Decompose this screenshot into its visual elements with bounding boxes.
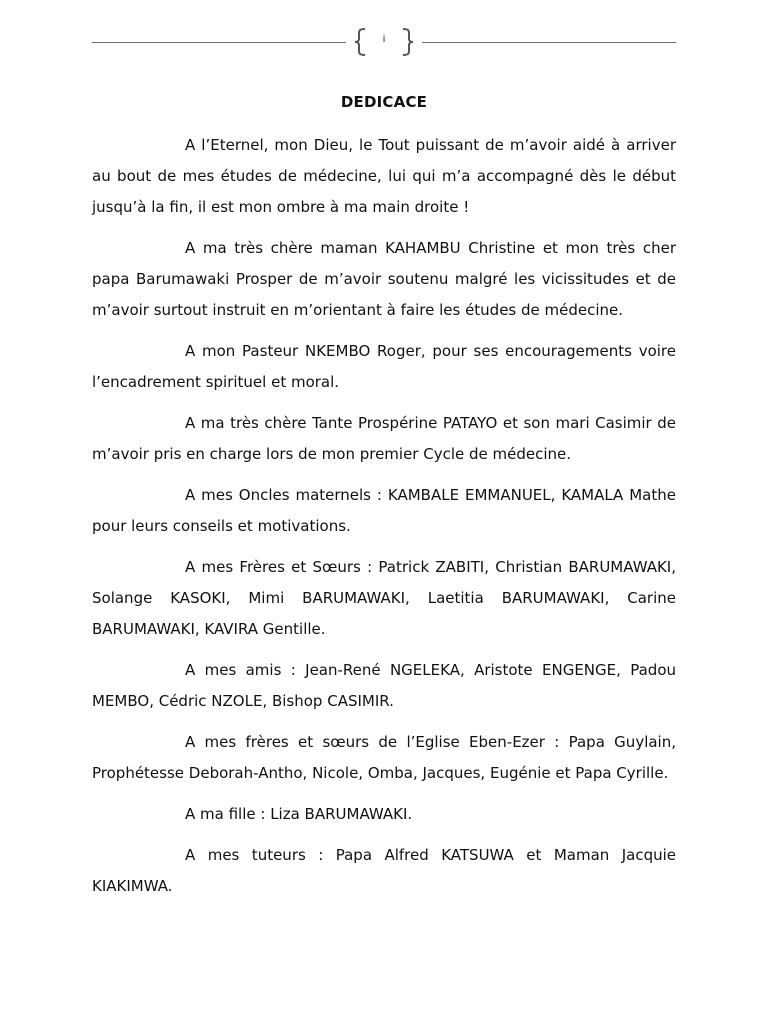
- dedication-paragraph: A mes Frères et Sœurs : Patrick ZABITI, Christian BARUMAWAKI, Solange KASOKI, Mimi BARUMAWAKI, Laetitia BARUMAWAKI, Carine BARUMAWAKI, KAVIRA Gentille.: [92, 558, 676, 638]
- dedication-body: [92, 130, 676, 912]
- dedication-paragraph: A ma très chère Tante Prospérine PATAYO et son mari Casimir de m’avoir pris en charge lors de mon premier Cycle de médecine.: [92, 414, 676, 463]
- dedication-paragraph: A mes Oncles maternels : KAMBALE EMMANUEL, KAMALA Mathe pour leurs conseils et motivations.: [92, 486, 676, 535]
- left-bracket-icon: [352, 28, 370, 56]
- dedication-paragraph: A ma fille : Liza BARUMAWAKI.: [185, 805, 413, 823]
- dedication-paragraph: A mes tuteurs : Papa Alfred KATSUWA et Maman Jacquie KIAKIMWA.: [92, 846, 676, 895]
- page-number: i: [382, 34, 386, 45]
- dedication-paragraph: A l’Eternel, mon Dieu, le Tout puissant de m’avoir aidé à arriver au bout de mes études de médecine, lui qui m’a accompagné dès le début jusqu’à la fin, il est mon ombre à ma main droite !: [92, 136, 676, 216]
- page-title: DEDICACE: [340, 93, 428, 111]
- dedication-paragraph: A ma très chère maman KAHAMBU Christine et mon très cher papa Barumawaki Prosper de m’avoir soutenu malgré les vicissitudes et de m’avoir surtout instruit en m’orientant à faire les études de médecine.: [92, 239, 676, 319]
- dedication-paragraph: A mes frères et sœurs de l’Eglise Eben-Ezer : Papa Guylain, Prophétesse Deborah-Antho, Nicole, Omba, Jacques, Eugénie et Papa Cyrille.: [92, 733, 676, 782]
- right-bracket-icon: [398, 28, 416, 56]
- dedication-paragraph: A mon Pasteur NKEMBO Roger, pour ses encouragements voire l’encadrement spirituel et moral.: [92, 342, 676, 391]
- header-rule-left: [92, 42, 346, 43]
- header-rule-right: [422, 42, 676, 43]
- page-header: [92, 28, 676, 58]
- dedication-paragraph: A mes amis : Jean-René NGELEKA, Aristote ENGENGE, Padou MEMBO, Cédric NZOLE, Bishop CASIMIR.: [92, 661, 676, 710]
